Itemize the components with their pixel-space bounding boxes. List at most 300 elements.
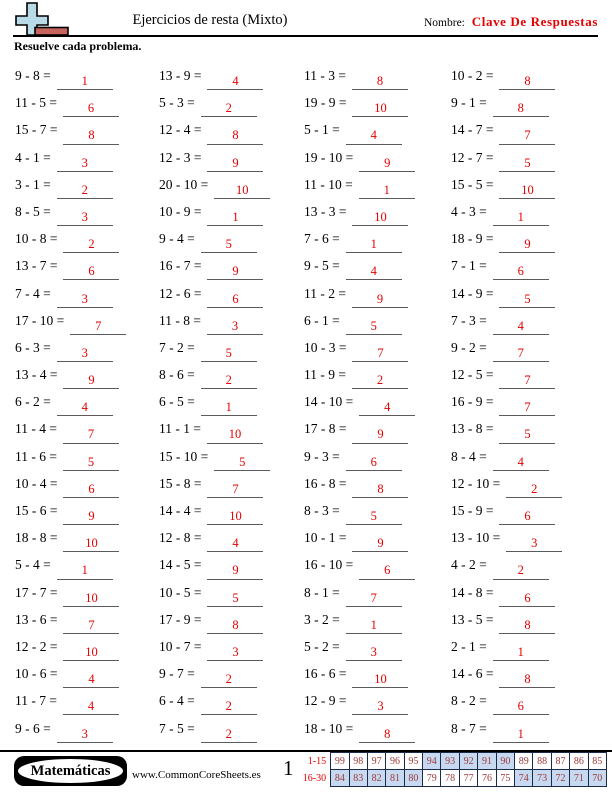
- score-cell: 99: [331, 753, 349, 770]
- problem-answer: 10: [374, 209, 387, 224]
- problem-equation: 5 - 2 =: [304, 638, 340, 654]
- problem-equation: 14 - 8 =: [451, 584, 494, 600]
- score-cell: 70: [588, 770, 606, 787]
- answer-underline: [63, 535, 119, 552]
- problem-equation: 17 - 8 =: [304, 421, 347, 437]
- problem-equation: 13 - 10 =: [451, 530, 501, 546]
- score-cell: 96: [386, 753, 404, 770]
- answer-underline: [207, 563, 263, 580]
- problem-item: [159, 470, 311, 497]
- problem-item: [159, 307, 311, 334]
- problem-item: [159, 633, 311, 660]
- problem-answer: 8: [232, 617, 239, 632]
- problem-equation: 14 - 9 =: [451, 285, 494, 301]
- score-cell: 90: [496, 753, 514, 770]
- answer-underline: [57, 155, 113, 172]
- problem-item: [159, 497, 311, 524]
- problem-item: [15, 62, 167, 89]
- problem-item: [159, 660, 311, 687]
- problem-equation: 16 - 8 =: [304, 475, 347, 491]
- problem-equation: 16 - 7 =: [159, 258, 202, 274]
- problem-equation: 17 - 10 =: [15, 312, 65, 328]
- problem-equation: 12 - 9 =: [304, 693, 347, 709]
- answer-underline: [499, 73, 555, 90]
- problem-equation: 15 - 9 =: [451, 503, 494, 518]
- problem-equation: 8 - 6 =: [159, 367, 195, 383]
- score-cell: 83: [349, 770, 367, 787]
- problem-equation: 16 - 6 =: [304, 666, 347, 682]
- answer-underline: [493, 345, 549, 362]
- problem-item: [304, 171, 456, 198]
- answer-underline: [493, 209, 549, 226]
- problem-answer: 9: [384, 155, 391, 170]
- answer-underline: [207, 263, 263, 280]
- problem-item: [451, 687, 603, 714]
- problem-answer: 6: [88, 264, 95, 279]
- problem-equation: 11 - 4 =: [15, 421, 57, 437]
- problem-equation: 13 - 5 =: [451, 611, 494, 627]
- problem-equation: 11 - 7 =: [15, 693, 57, 709]
- problem-answer: 9: [232, 155, 239, 170]
- score-cell: 82: [367, 770, 385, 787]
- answer-underline: [359, 155, 415, 172]
- problem-answer: 7: [524, 373, 531, 388]
- problem-item: [15, 334, 167, 361]
- problem-answer: 9: [88, 509, 95, 523]
- problem-answer: 5: [87, 454, 95, 469]
- score-cell: 89: [515, 753, 533, 770]
- problem-answer: 5: [225, 345, 232, 360]
- problem-answer: 8: [376, 74, 384, 88]
- answer-underline: [63, 128, 119, 145]
- answer-underline: [352, 73, 408, 90]
- problem-equation: 10 - 9 =: [159, 203, 202, 219]
- problem-equation: 10 - 3 =: [304, 339, 347, 355]
- problem-equation: 19 - 10 =: [304, 149, 354, 165]
- problem-equation: 12 - 2 =: [15, 638, 58, 654]
- problems-column-1: [15, 62, 167, 742]
- problem-equation: 12 - 3 =: [159, 149, 202, 165]
- problem-item: [159, 334, 311, 361]
- problem-item: [304, 280, 456, 307]
- problem-equation: 6 - 4 =: [159, 693, 195, 709]
- problem-item: [451, 606, 603, 633]
- problem-equation: 7 - 4 =: [15, 285, 51, 301]
- answer-underline: [493, 644, 549, 661]
- problem-answer: 2: [517, 563, 524, 578]
- problem-equation: 4 - 3 =: [451, 203, 487, 219]
- answer-underline: [63, 698, 119, 715]
- problem-answer: 5: [524, 427, 531, 442]
- answer-underline: [352, 291, 408, 308]
- problem-item: [451, 633, 603, 660]
- answer-underline: [63, 508, 119, 525]
- problem-equation: 11 - 3 =: [304, 68, 346, 83]
- problem-equation: 16 - 9 =: [451, 394, 494, 410]
- answer-underline: [493, 263, 549, 280]
- problem-equation: 6 - 2 =: [15, 394, 51, 410]
- answer-underline: [346, 454, 402, 471]
- problem-item: [304, 551, 456, 578]
- problem-answer: 4: [384, 400, 391, 415]
- problem-equation: 13 - 6 =: [15, 611, 58, 627]
- answer-underline: [493, 726, 549, 743]
- problem-answer: 5: [225, 237, 232, 252]
- problem-item: [304, 687, 456, 714]
- answer-underline: [499, 427, 555, 444]
- problem-item: [15, 660, 167, 687]
- score-cell: 73: [533, 770, 551, 787]
- problem-answer: 9: [376, 291, 384, 306]
- problem-equation: 9 - 5 =: [304, 258, 340, 274]
- answer-underline: [207, 318, 263, 335]
- problem-equation: 14 - 7 =: [451, 122, 494, 138]
- answer-underline: [499, 590, 555, 607]
- problem-item: [304, 660, 456, 687]
- answer-underline: [207, 291, 263, 308]
- problem-equation: 16 - 10 =: [304, 557, 354, 573]
- problem-item: [15, 280, 167, 307]
- problem-equation: 11 - 1 =: [159, 421, 201, 437]
- problem-equation: 10 - 2 =: [451, 68, 494, 83]
- problem-item: [15, 579, 167, 606]
- problem-answer: 2: [225, 373, 232, 388]
- score-cell: 74: [515, 770, 533, 787]
- answer-underline: [207, 155, 263, 172]
- problem-answer: 4: [517, 318, 524, 333]
- problem-answer: 9: [88, 373, 95, 388]
- problem-answer: 3: [81, 726, 88, 741]
- problem-equation: 10 - 6 =: [15, 666, 58, 682]
- answer-underline: [201, 698, 257, 715]
- problem-item: [15, 497, 167, 524]
- answer-underline: [499, 617, 555, 634]
- problems-column-3: [304, 62, 456, 742]
- problem-answer: 6: [384, 563, 391, 578]
- problem-answer: 6: [370, 454, 377, 469]
- answer-underline: [57, 182, 113, 199]
- problem-item: [451, 144, 603, 171]
- score-cell: 91: [478, 753, 496, 770]
- problem-answer: 6: [232, 291, 239, 306]
- problem-equation: 7 - 1 =: [451, 258, 487, 274]
- problem-answer: 8: [524, 74, 531, 88]
- problem-equation: 10 - 7 =: [159, 638, 202, 654]
- answer-underline: [346, 263, 402, 280]
- answer-underline: [207, 508, 263, 525]
- problem-item: [304, 307, 456, 334]
- problem-equation: 11 - 9 =: [304, 367, 346, 383]
- problem-equation: 12 - 4 =: [159, 122, 202, 138]
- answer-underline: [207, 427, 263, 444]
- problem-equation: 15 - 6 =: [15, 503, 58, 518]
- problem-item: [304, 198, 456, 225]
- problem-equation: 19 - 9 =: [304, 95, 347, 111]
- answer-underline: [207, 481, 263, 498]
- problem-equation: 6 - 5 =: [159, 394, 195, 410]
- answer-underline: [207, 590, 263, 607]
- answer-underline: [359, 182, 415, 199]
- name-row: [424, 14, 598, 30]
- problem-answer: 4: [370, 128, 377, 143]
- problem-answer: 7: [517, 345, 524, 360]
- problem-answer: 5: [524, 155, 531, 170]
- problem-item: [159, 579, 311, 606]
- problem-answer: 8: [524, 617, 531, 632]
- answer-underline: [499, 399, 555, 416]
- problem-item: [15, 715, 167, 742]
- problem-answer: 4: [232, 74, 239, 88]
- answer-underline: [70, 318, 126, 335]
- score-cell: 93: [441, 753, 459, 770]
- problem-equation: 4 - 1 =: [15, 149, 51, 165]
- problem-answer: 1: [225, 400, 232, 415]
- problem-answer: 7: [370, 590, 377, 605]
- answer-underline: [493, 563, 549, 580]
- problem-equation: 13 - 4 =: [15, 367, 58, 383]
- problem-item: [451, 715, 603, 742]
- score-row: [299, 770, 607, 787]
- answer-underline: [346, 644, 402, 661]
- score-cell: 80: [404, 770, 422, 787]
- problem-equation: 12 - 5 =: [451, 367, 494, 383]
- problem-answer: 2: [225, 101, 232, 116]
- problem-answer: 3: [370, 644, 377, 659]
- page-title: Ejercicios de resta (Mixto): [132, 12, 288, 28]
- problem-equation: 14 - 5 =: [159, 557, 202, 573]
- problem-equation: 15 - 8 =: [159, 475, 202, 491]
- problem-answer: 10: [374, 101, 387, 116]
- problem-answer: 7: [524, 400, 531, 415]
- problem-equation: 7 - 3 =: [451, 312, 487, 328]
- problem-item: [304, 470, 456, 497]
- problem-item: [304, 144, 456, 171]
- problem-answer: 3: [231, 318, 239, 333]
- problem-item: [304, 116, 456, 143]
- answer-underline: [346, 128, 402, 145]
- problem-equation: 8 - 3 =: [304, 503, 340, 518]
- problem-equation: 9 - 3 =: [304, 448, 340, 464]
- problem-equation: 9 - 2 =: [451, 339, 487, 355]
- answer-underline: [57, 563, 113, 580]
- problem-equation: 12 - 8 =: [159, 530, 202, 546]
- page-number: 1: [283, 756, 294, 780]
- problem-answer: 10: [235, 182, 249, 197]
- website-url: www.CommonCoreSheets.es: [132, 769, 261, 781]
- problem-equation: 11 - 5 =: [15, 95, 57, 111]
- score-cell: 95: [404, 753, 422, 770]
- problem-answer: 5: [239, 454, 246, 469]
- problem-answer: 1: [517, 209, 524, 224]
- problem-answer: 3: [81, 345, 88, 360]
- score-cell: 81: [386, 770, 404, 787]
- problem-item: [304, 606, 456, 633]
- problem-answer: 5: [370, 318, 377, 333]
- score-row-label: 16-30: [302, 772, 327, 784]
- answer-underline: [352, 209, 408, 226]
- name-label: Nombre:: [424, 17, 465, 29]
- score-cell: 88: [533, 753, 551, 770]
- problem-answer: 4: [81, 400, 88, 415]
- problem-equation: 17 - 9 =: [159, 611, 202, 627]
- problem-item: [159, 252, 311, 279]
- answer-underline: [63, 481, 119, 498]
- answer-underline: [499, 671, 555, 688]
- answer-underline: [207, 128, 263, 145]
- score-cell: 87: [551, 753, 569, 770]
- answer-underline: [352, 481, 408, 498]
- problem-answer: 8: [232, 128, 239, 143]
- subject-label: Matemáticas: [30, 762, 111, 779]
- score-cell: 77: [459, 770, 477, 787]
- problem-equation: 11 - 6 =: [15, 448, 57, 464]
- score-row-label: 1-15: [307, 755, 327, 767]
- problem-item: [451, 579, 603, 606]
- problem-item: [159, 116, 311, 143]
- problem-equation: 14 - 10 =: [304, 394, 354, 410]
- problem-answer: 8: [377, 481, 384, 496]
- problem-item: [15, 144, 167, 171]
- problem-equation: 11 - 2 =: [304, 285, 346, 301]
- problem-item: [159, 144, 311, 171]
- answer-underline: [63, 617, 119, 634]
- problem-item: [304, 388, 456, 415]
- answer-underline: [63, 372, 119, 389]
- answer-underline: [63, 236, 119, 253]
- problem-answer: 1: [232, 209, 239, 224]
- answer-underline: [63, 263, 119, 280]
- problem-equation: 8 - 2 =: [451, 693, 487, 709]
- answer-underline: [207, 644, 263, 661]
- problem-answer: 4: [87, 699, 95, 714]
- problem-item: [451, 388, 603, 415]
- problem-equation: 20 - 10 =: [159, 176, 209, 192]
- problem-item: [304, 62, 456, 89]
- problem-equation: 11 - 8 =: [159, 312, 201, 328]
- problem-item: [15, 415, 167, 442]
- problem-equation: 8 - 1 =: [304, 584, 340, 600]
- problem-answer: 4: [517, 454, 524, 469]
- answer-underline: [63, 454, 119, 471]
- problem-answer: 6: [87, 101, 95, 116]
- problem-item: [15, 633, 167, 660]
- problem-answer: 7: [524, 128, 531, 143]
- problem-answer: 10: [374, 672, 387, 687]
- answer-underline: [352, 698, 408, 715]
- problem-item: [15, 524, 167, 551]
- problem-item: [451, 225, 603, 252]
- score-cell: 98: [349, 753, 367, 770]
- problem-item: [451, 89, 603, 116]
- problem-equation: 17 - 7 =: [15, 584, 58, 600]
- score-cell: 71: [570, 770, 588, 787]
- answer-underline: [359, 563, 415, 580]
- problem-answer: 2: [225, 699, 232, 714]
- problem-equation: 12 - 7 =: [451, 149, 494, 165]
- problem-item: [451, 116, 603, 143]
- problem-equation: 5 - 3 =: [159, 95, 195, 111]
- problem-item: [304, 361, 456, 388]
- answer-underline: [493, 318, 549, 335]
- answer-underline: [352, 100, 408, 117]
- answer-underline: [499, 128, 555, 145]
- problem-item: [451, 252, 603, 279]
- problem-answer: 2: [376, 373, 384, 388]
- problem-equation: 9 - 1 =: [451, 95, 487, 111]
- problem-equation: 15 - 7 =: [15, 122, 58, 138]
- problem-answer: 8: [524, 672, 531, 687]
- problem-answer: 5: [370, 509, 377, 523]
- problem-equation: 6 - 1 =: [304, 312, 340, 328]
- problem-equation: 15 - 5 =: [451, 176, 494, 192]
- problem-answer: 6: [88, 481, 95, 496]
- answer-underline: [201, 726, 257, 743]
- problem-answer: 5: [524, 291, 531, 306]
- problem-item: [304, 415, 456, 442]
- answer-underline: [63, 590, 119, 607]
- answer-underline: [57, 345, 113, 362]
- score-cell: 86: [570, 753, 588, 770]
- problem-answer: 5: [232, 590, 239, 605]
- subject-badge: [14, 756, 127, 786]
- problem-answer: 2: [225, 672, 232, 687]
- answer-underline: [214, 182, 270, 199]
- score-row: [299, 753, 607, 770]
- answer-underline: [63, 671, 119, 688]
- answer-underline: [499, 291, 555, 308]
- problem-equation: 13 - 9 =: [159, 68, 202, 83]
- answer-underline: [352, 345, 408, 362]
- problem-answer: 1: [81, 563, 88, 578]
- problem-item: [451, 62, 603, 89]
- name-value: Clave De Respuestas: [471, 14, 598, 29]
- answer-underline: [201, 100, 257, 117]
- answer-underline: [57, 726, 113, 743]
- problem-equation: 13 - 7 =: [15, 258, 58, 274]
- problem-item: [15, 687, 167, 714]
- answer-underline: [346, 508, 402, 525]
- answer-underline: [499, 372, 555, 389]
- problem-answer: 10: [85, 644, 98, 659]
- problem-equation: 4 - 2 =: [451, 557, 487, 573]
- problems-column-2: [159, 62, 311, 742]
- answer-underline: [207, 209, 263, 226]
- problem-item: [304, 334, 456, 361]
- problem-equation: 11 - 10 =: [304, 176, 353, 192]
- problems-column-4: [451, 62, 603, 742]
- answer-underline: [346, 318, 402, 335]
- problem-item: [451, 470, 603, 497]
- problem-answer: 2: [225, 726, 232, 741]
- answer-underline: [57, 399, 113, 416]
- subject-badge-oval: [18, 759, 123, 783]
- answer-underline: [63, 100, 119, 117]
- problem-equation: 9 - 7 =: [159, 666, 195, 682]
- instruction-text: Resuelve cada problema.: [14, 39, 142, 53]
- answer-underline: [201, 236, 257, 253]
- header-rule: [13, 35, 598, 37]
- answer-underline: [201, 372, 257, 389]
- problem-item: [15, 116, 167, 143]
- problem-equation: 6 - 3 =: [15, 339, 51, 355]
- answer-underline: [352, 535, 408, 552]
- problem-item: [15, 551, 167, 578]
- answer-underline: [499, 508, 555, 525]
- answer-underline: [201, 399, 257, 416]
- answer-underline: [63, 644, 119, 661]
- problem-item: [15, 225, 167, 252]
- problem-item: [451, 551, 603, 578]
